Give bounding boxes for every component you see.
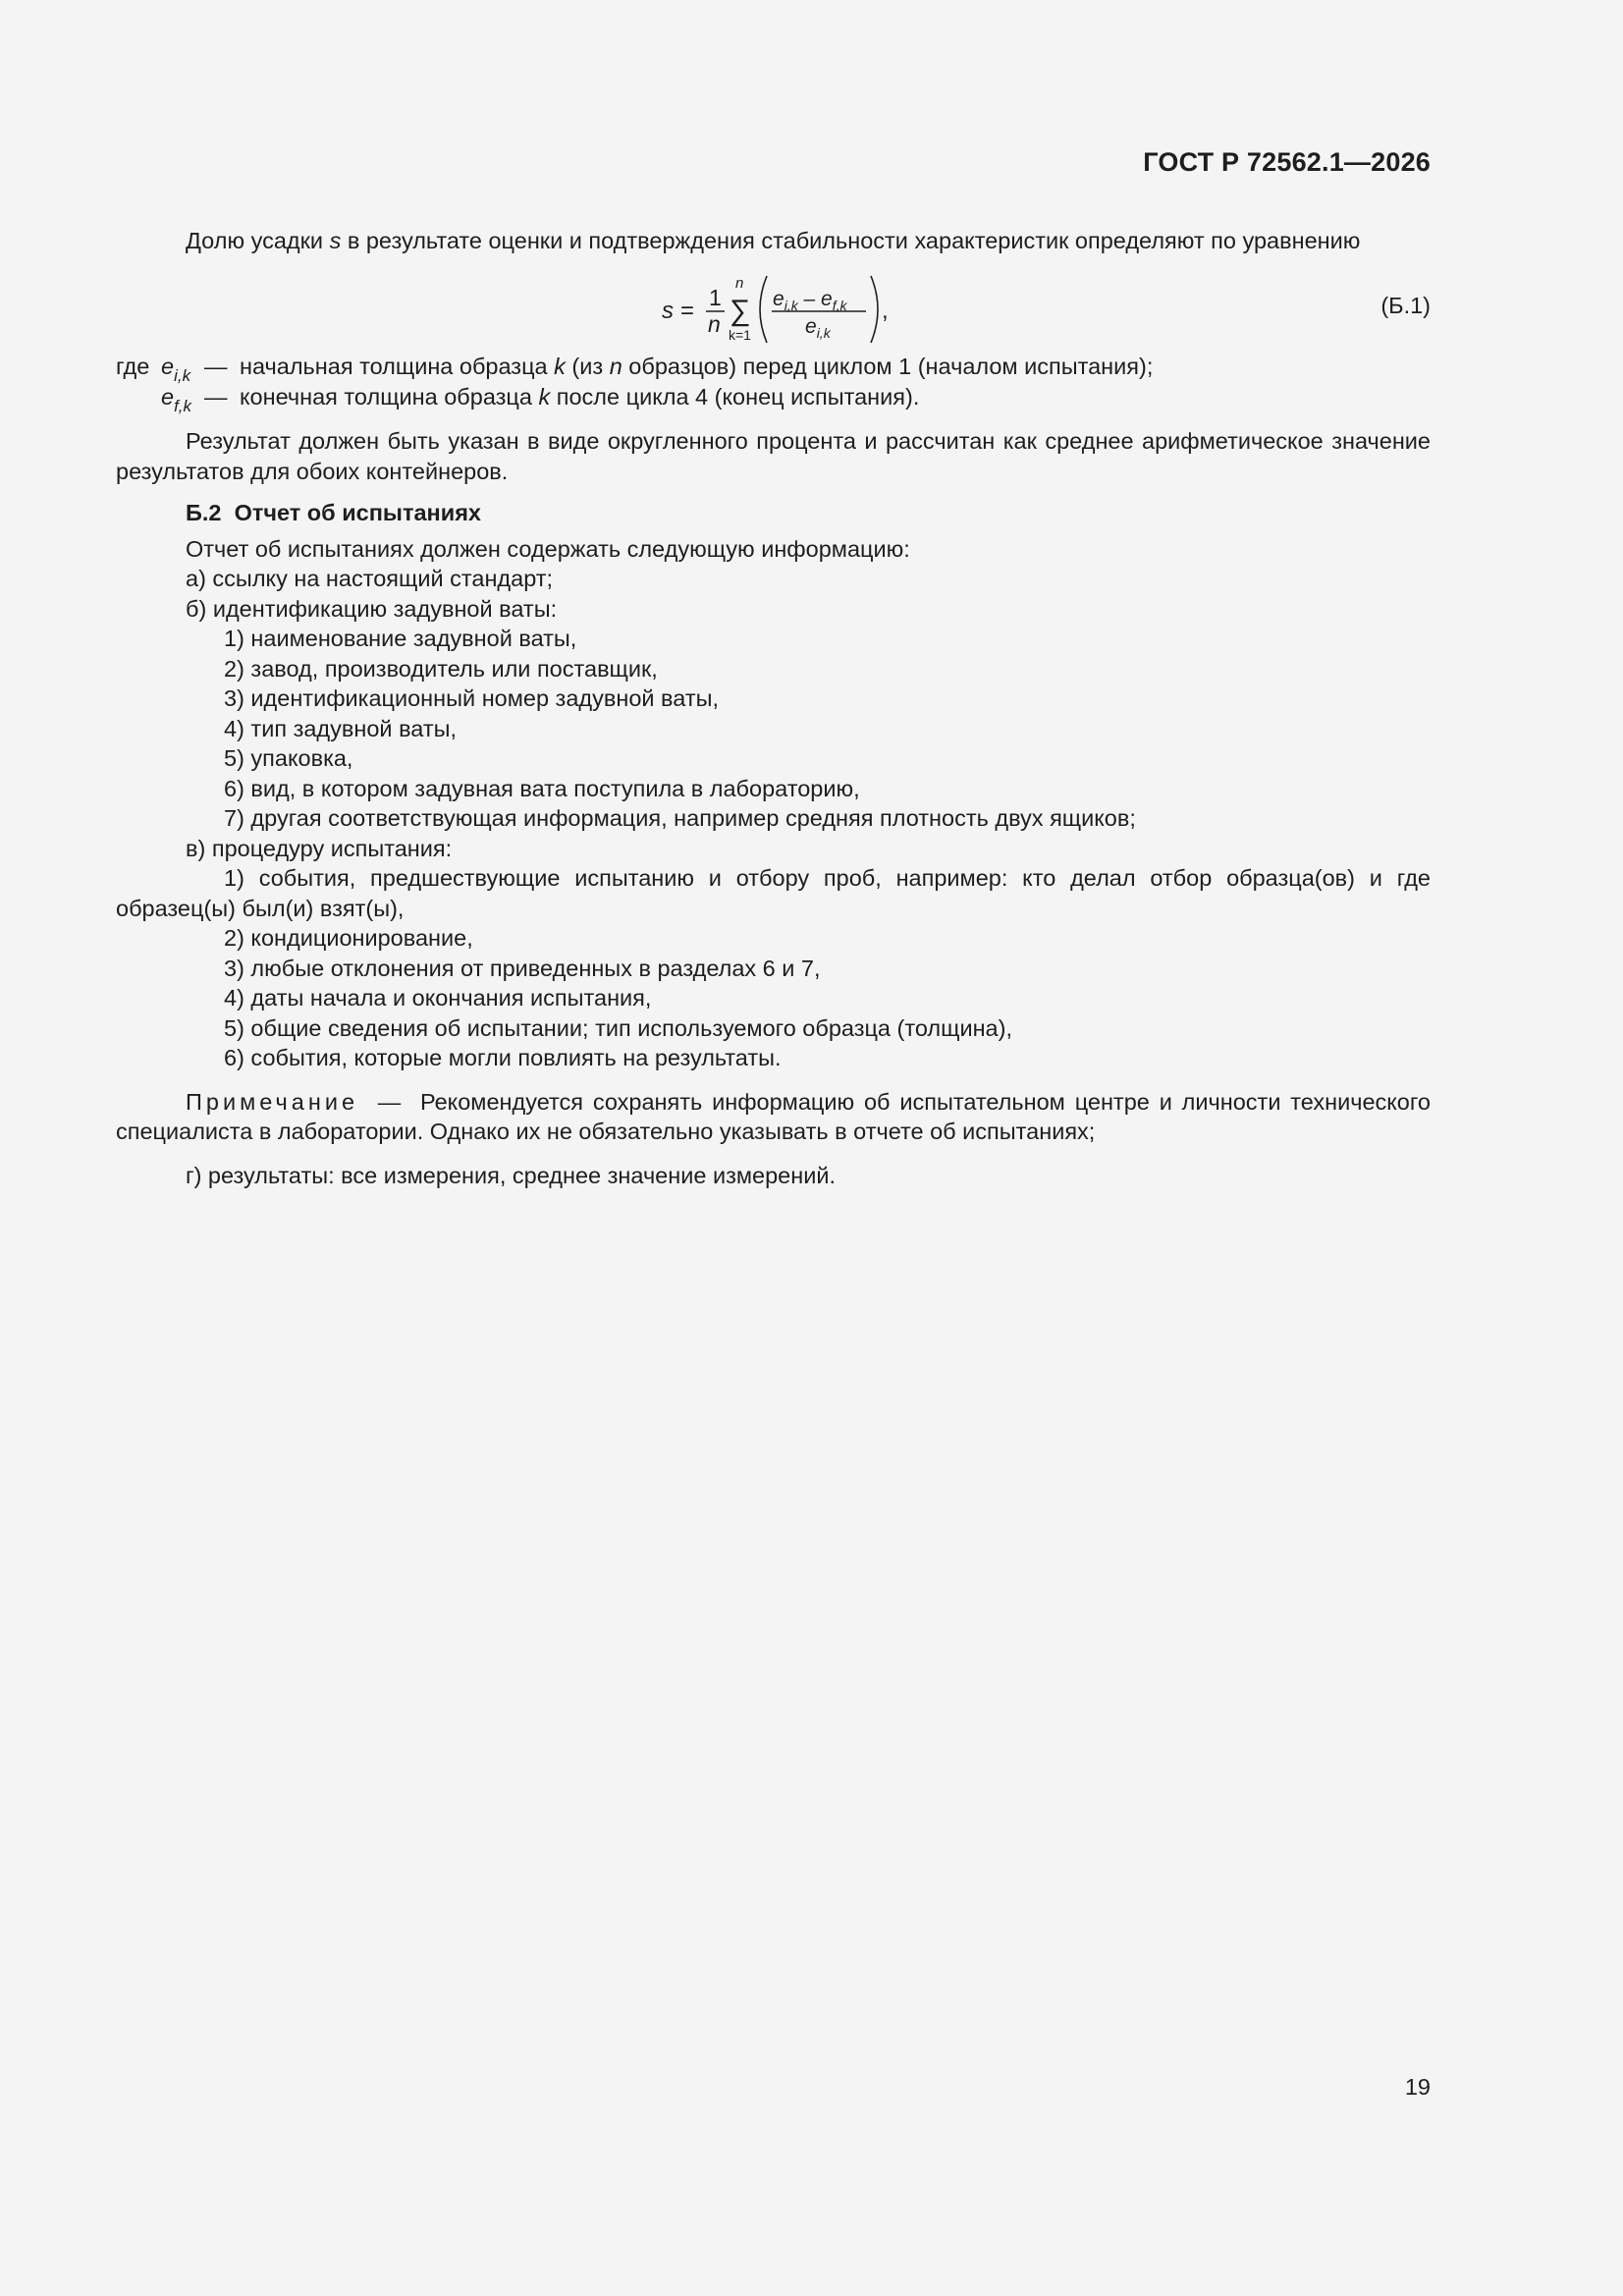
section-heading <box>116 498 1431 528</box>
where-desc: конечная толщина образца k после цикла 4 (конец испытания). <box>240 384 920 410</box>
section-number: Б.2 <box>186 500 222 525</box>
formula-frac-num: 1 <box>709 285 722 310</box>
report-intro: Отчет об испытаниях должен содержать следующую информацию: <box>186 535 910 562</box>
list-item-v: в) процедуру испытания: <box>186 835 453 861</box>
formula-equals: = <box>680 298 695 324</box>
list-subitem: 2) кондиционирование, <box>224 925 473 951</box>
list-subitem-first: 1) события, предшествующие испытанию и отбору проб, например: кто делал отбор образца(ов) и где образец(ы) был(и) взят(ы), <box>116 865 1431 921</box>
equation-number: (Б.1) <box>1380 293 1431 318</box>
intro-paragraph <box>116 226 1431 256</box>
list-subitem: 5) упаковка, <box>224 745 353 771</box>
formula-frac-den: n <box>708 311 721 337</box>
intro-var: s <box>329 228 342 253</box>
list-subitem: 4) даты начала и окончания испытания, <box>224 985 652 1011</box>
left-paren <box>760 276 767 343</box>
formula-trailing: , <box>882 298 889 324</box>
list-subitem: 5) общие сведения об испытании; тип используемого образца (толщина), <box>224 1014 1012 1041</box>
where-sub: f,k <box>174 397 192 415</box>
where-desc: начальная толщина образца k (из n образцов) перед циклом 1 (началом испытания); <box>240 354 1154 379</box>
formula-b1 <box>0 270 1623 349</box>
where-dash: — <box>204 354 228 379</box>
intro-after: в результате оценки и подтверждения стабильности характеристик определяют по уравнению <box>341 228 1361 253</box>
result-paragraph: Результат должен быть указан в виде округленного процента и рассчитан как среднее арифметическое значение результатов для обоих контейнеров. <box>116 428 1431 484</box>
formula-svg <box>648 270 903 349</box>
sum-symbol: ∑ <box>730 295 751 327</box>
list-subitem: 3) идентификационный номер задувной ваты, <box>224 685 720 711</box>
list-item-a: а) ссылку на настоящий стандарт; <box>186 566 554 591</box>
where-sym: e <box>161 384 175 410</box>
intro-before: Долю усадки <box>186 228 330 253</box>
standard-designation: ГОСТ Р 72562.1—2026 <box>1143 147 1431 177</box>
list-subitem: 3) любые отклонения от приведенных в разделах 6 и 7, <box>224 955 821 981</box>
list-subitem: 7) другая соответствующая информация, например средняя плотность двух ящиков; <box>224 805 1136 831</box>
page-number: 19 <box>1404 2074 1431 2100</box>
note-paragraph <box>116 1087 1431 1147</box>
list-subitem: 6) события, которые могли повлиять на результаты. <box>224 1045 782 1070</box>
list-subitem: 2) завод, производитель или поставщик, <box>224 655 658 682</box>
note-dash: — <box>377 1088 402 1115</box>
where-lead: где <box>116 354 150 379</box>
main-body <box>116 426 1431 1190</box>
section-title: Отчет об испытаниях <box>234 500 481 525</box>
right-paren <box>871 276 878 343</box>
list-subitem: 4) тип задувной ваты, <box>224 715 458 741</box>
list-subitem: 6) вид, в котором задувная вата поступила в лабораторию, <box>224 775 860 801</box>
formula-inner-num: $e_{i,k} - e_{f,k}$ <box>773 288 847 313</box>
list-item-b: б) идентификацию задувной ваты: <box>186 595 558 622</box>
formula-sum-top: n <box>735 275 744 292</box>
list-item-g: г) результаты: все измерения, среднее значение измерений. <box>186 1162 836 1188</box>
formula-inner-den: $e_{i,k}$ <box>805 315 831 341</box>
note-text: Рекомендуется сохранять информацию об испытательном центре и личности технического специалиста в лаборатории. Однако их не обязательно указывать в отчете об испытаниях; <box>116 1088 1432 1144</box>
where-dash: — <box>204 384 228 410</box>
note-label: Примечание <box>186 1088 359 1115</box>
where-sub: i,k <box>174 366 191 385</box>
formula-sum-bottom: k=1 <box>729 327 751 343</box>
formula-lhs: s <box>662 298 674 324</box>
where-sym: e <box>161 354 175 379</box>
list-subitem: 1) наименование задувной ваты, <box>224 626 577 651</box>
